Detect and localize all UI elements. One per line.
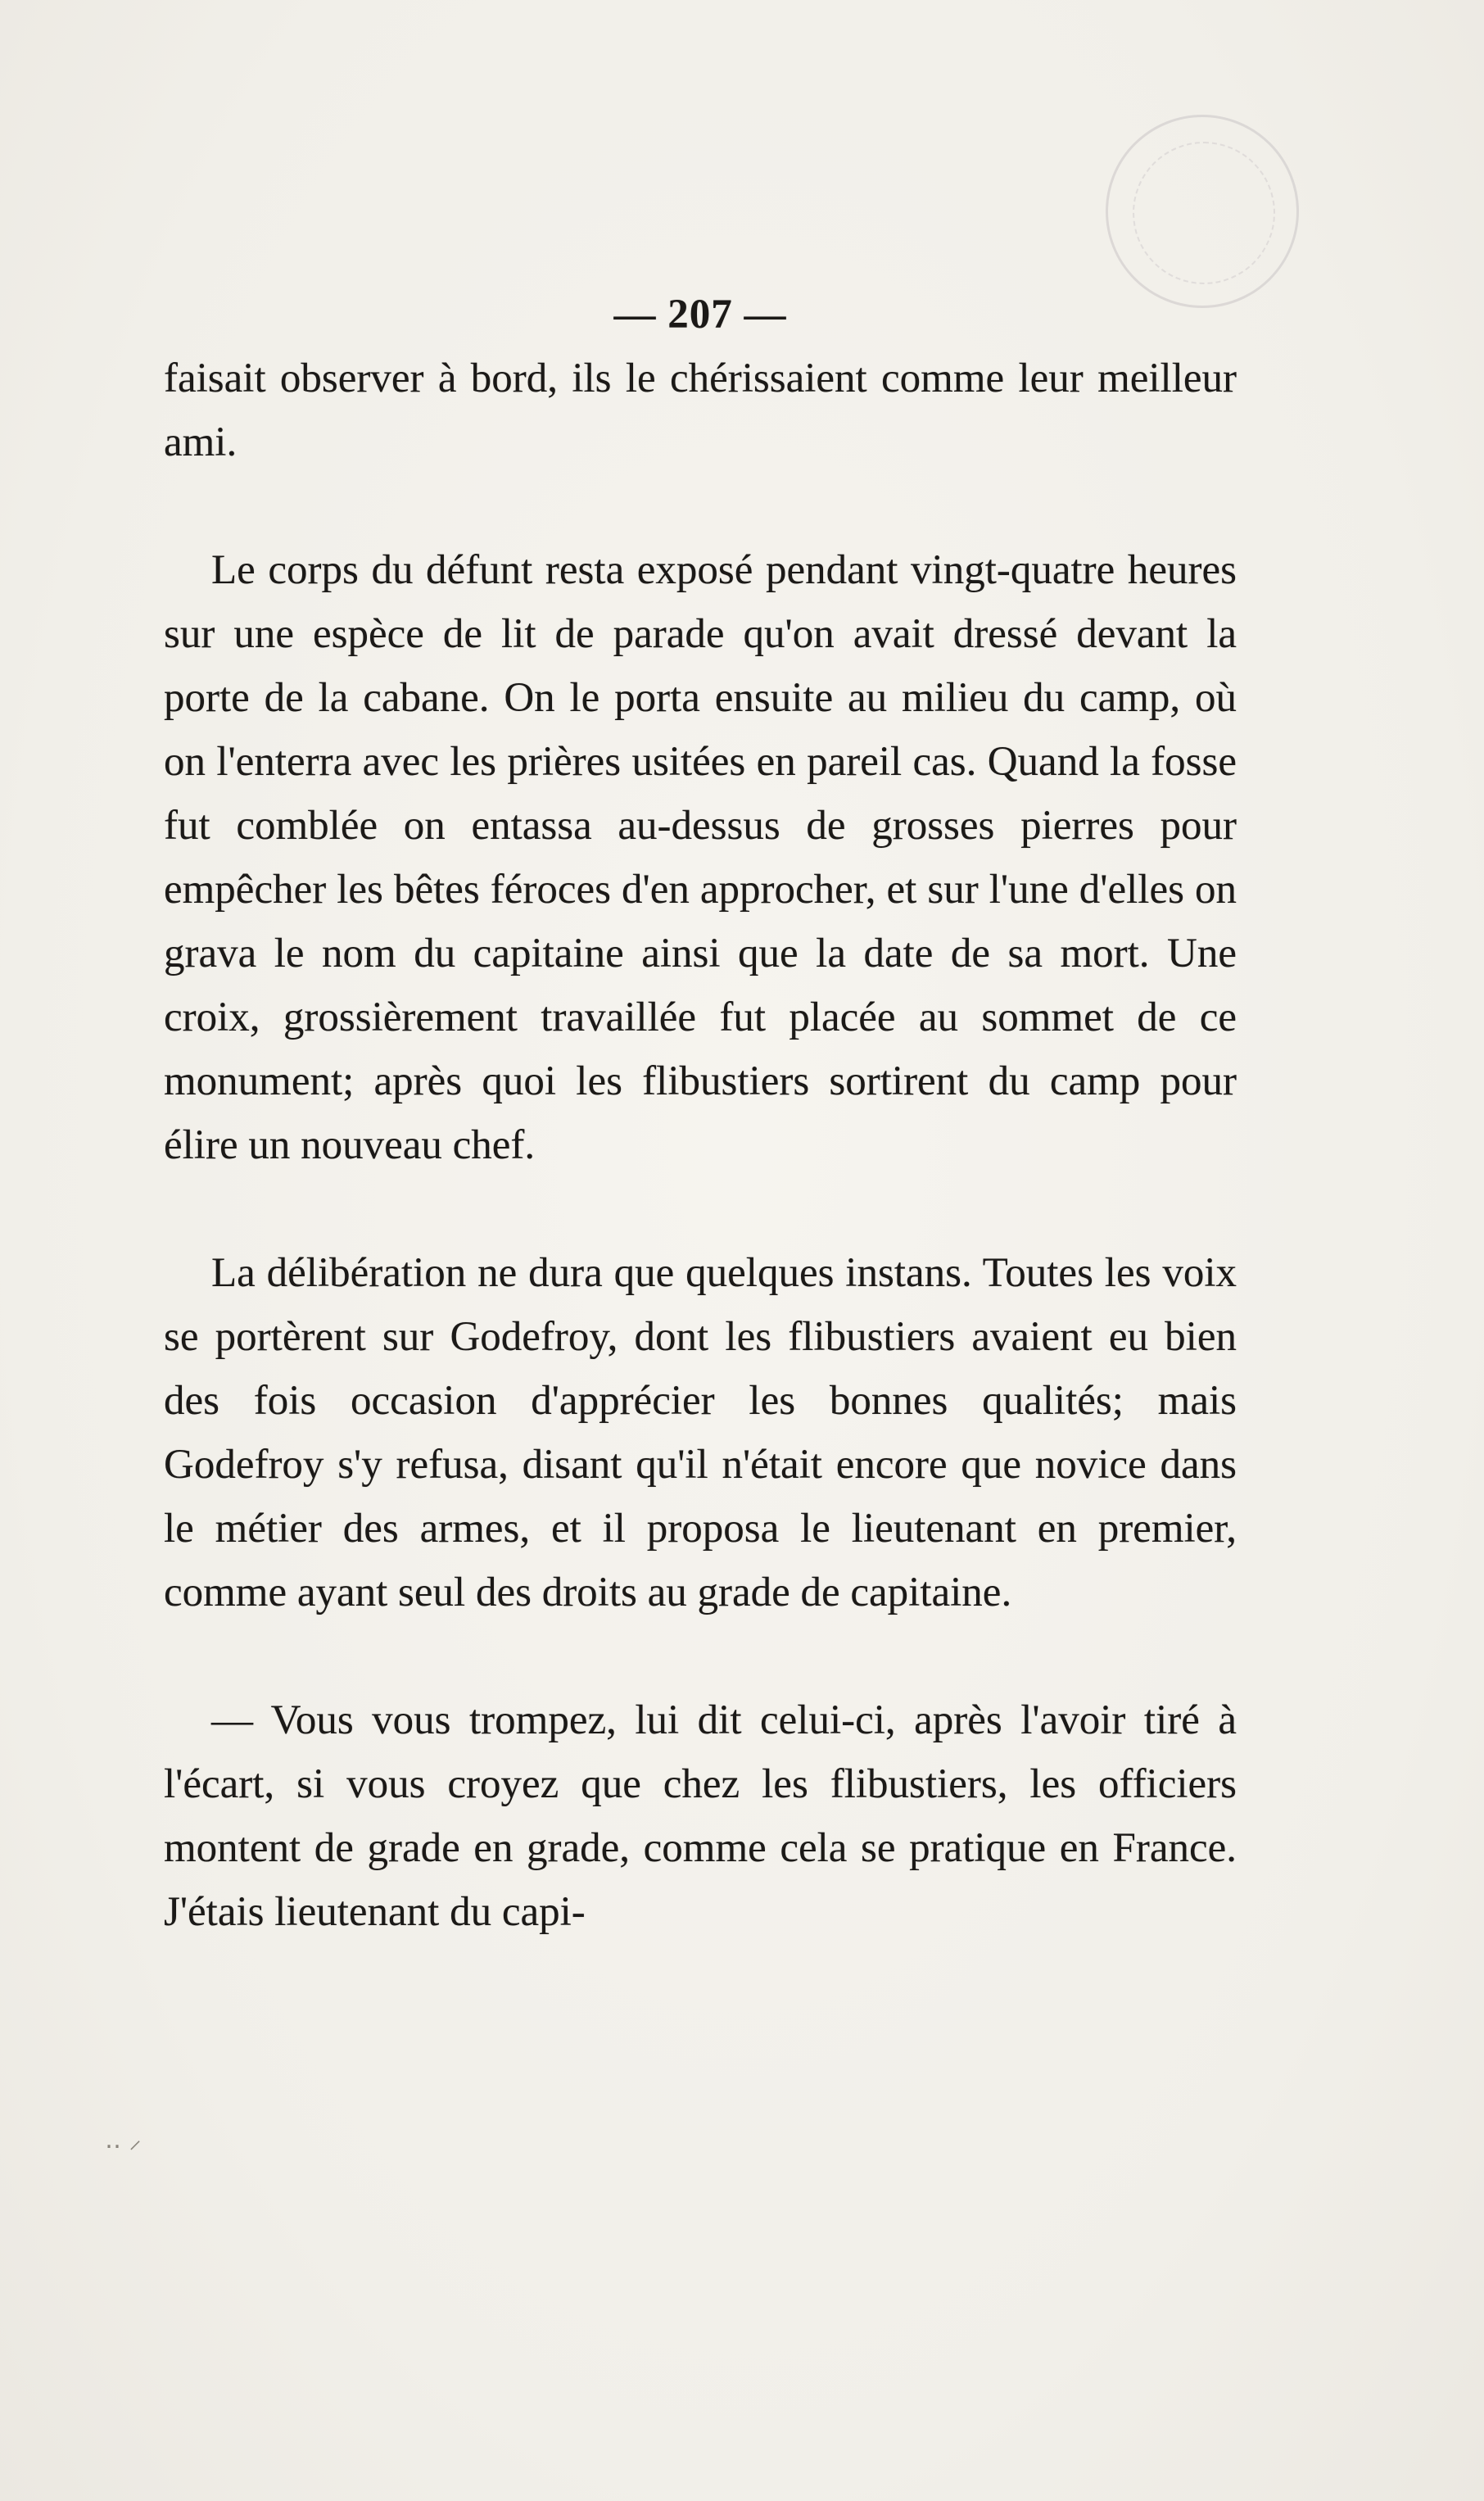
footer-mark: ‥ ⸝ (105, 2126, 142, 2154)
page-number: — 207 — (613, 292, 787, 338)
library-stamp-inner-ring (1133, 142, 1275, 284)
paragraph-2: Le corps du défunt resta exposé pendant vingt-quatre heures sur une espèce de lit de parade qu'on avait dressé devant la porte de la cabane. On le porta ensuite au milieu du camp, où on l'enterra avec les prières usitées en pareil cas. Quand la fosse fut comblée on entassa au-dessus de grosses pierres pour empêcher les bêtes féroces d'en approcher, et sur l'une d'elles on grava le nom du capitaine ainsi que la date de sa mort. Une croix, grossièrement travaillée fut placée au sommet de ce monument; après quoi les flibustiers sortirent du camp pour élire un nouveau chef. (164, 547, 1237, 1168)
library-stamp-faint (1106, 115, 1299, 308)
paragraph-gap (164, 474, 1237, 538)
page-text-block (164, 283, 1237, 1944)
paragraph-4: — Vous vous trompez, lui dit celui-ci, après l'avoir tiré à l'écart, si vous croyez que chez les flibustiers, les officiers montent de grade en grade, comme cela se pratique en France. J'étais lieutenant du capi- (164, 1697, 1237, 1935)
paragraph-3: La délibération ne dura que quelques instans. Toutes les voix se portèrent sur Godefroy, dont les flibustiers avaient eu bien des fois occasion d'apprécier les bonnes qualités; mais Godefroy s'y refusa, disant qu'il n'était encore que novice dans le métier des armes, et il proposa le lieutenant en premier, comme ayant seul des droits au grade de capitaine. (164, 1250, 1237, 1615)
paragraph-gap (164, 1177, 1237, 1241)
paragraph-1: faisait observer à bord, ils le chérissaient comme leur meilleur ami. (164, 356, 1237, 465)
paragraph-gap (164, 1624, 1237, 1688)
